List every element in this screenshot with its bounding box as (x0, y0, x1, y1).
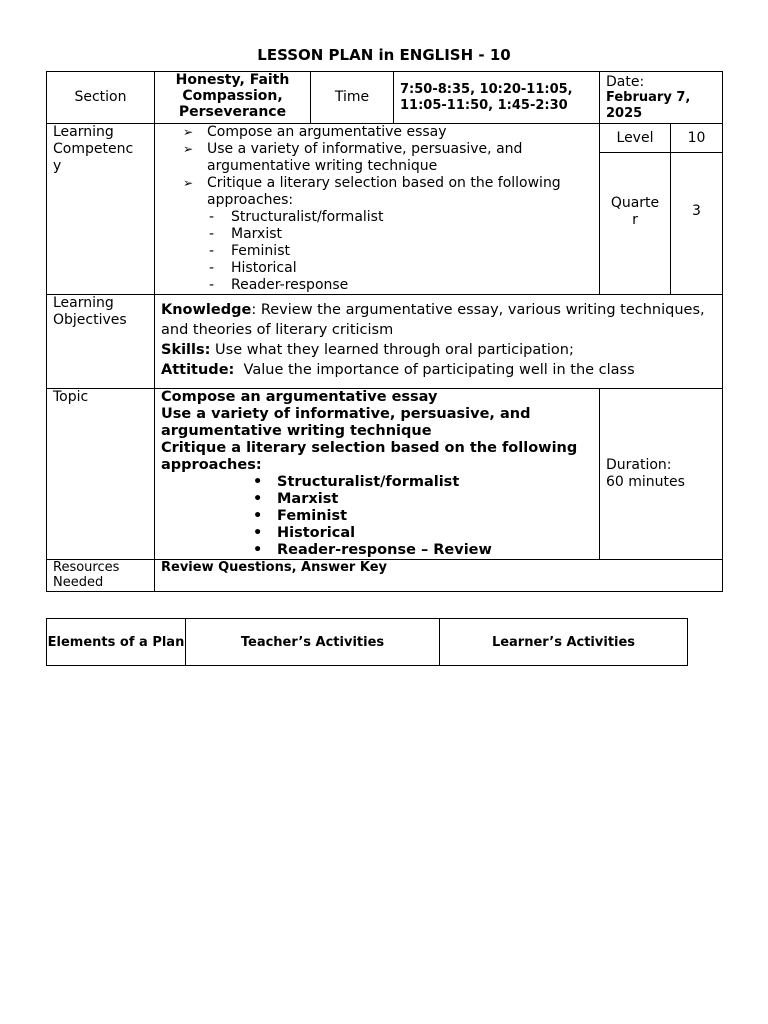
objectives-label-line: Objectives (53, 312, 127, 328)
quarter-label-line: Quarte (610, 194, 660, 211)
attitude-objective (161, 360, 716, 380)
quarter-value: 3 (692, 203, 701, 219)
skills-label: Skills: (161, 342, 211, 358)
competency-label-line: Competenc (53, 141, 134, 157)
level-label-cell (600, 124, 671, 153)
competency-label-cell (47, 124, 155, 295)
date-label: Date: (606, 73, 645, 90)
competency-list (179, 124, 595, 294)
competency-item-text: Critique a literary selection based on the following approaches: (207, 175, 561, 208)
date-cell (600, 72, 723, 124)
approach-item: - Marxist (231, 226, 595, 243)
date-value-line: 2025 (606, 105, 643, 121)
approach-item: - Historical (231, 260, 595, 277)
plan-activities-table (46, 618, 688, 666)
objectives-content-cell (155, 295, 723, 389)
duration-value: 60 minutes (606, 474, 685, 490)
topic-approaches-list (161, 474, 593, 559)
resources-label-line: Needed (53, 575, 104, 590)
duration-label: Duration: (606, 457, 672, 473)
approach-item: - Reader-response (231, 277, 595, 294)
competency-item: ➢ Use a variety of informative, persuasive, and argumentative writing technique (207, 141, 595, 175)
lesson-plan-table (46, 71, 723, 592)
duration-cell (600, 389, 723, 560)
approaches-list (207, 209, 595, 294)
topic-approach-item: • Historical (277, 525, 593, 542)
resources-value: Review Questions, Answer Key (161, 560, 387, 575)
section-value-line: Honesty, Faith (175, 71, 290, 88)
knowledge-label: Knowledge (161, 302, 252, 318)
objectives-label-line: Learning (53, 295, 114, 311)
level-value-cell (671, 124, 723, 153)
knowledge-objective (161, 300, 716, 340)
attitude-text: Value the importance of participating well in the class (234, 362, 635, 378)
topic-content-cell (155, 389, 600, 560)
topic-line: Critique a literary selection based on the following approaches: (161, 440, 578, 473)
section-value-line: Compassion, (182, 87, 283, 104)
resources-label-cell (47, 560, 155, 592)
date-value-line: February 7, (606, 89, 691, 105)
resources-value-cell (155, 560, 723, 592)
plan-header-cell: Learner’s Activities (440, 619, 688, 666)
topic-approach-item: • Feminist (277, 508, 593, 525)
section-value-cell (155, 72, 311, 124)
competency-item (207, 175, 595, 294)
level-value: 10 (687, 129, 706, 146)
time-label: Time (334, 89, 370, 105)
time-value-line: 11:05-11:50, 1:45-2:30 (400, 97, 568, 113)
topic-label: Topic (53, 389, 89, 405)
time-value-line: 7:50-8:35, 10:20-11:05, (400, 81, 573, 97)
topic-approach-item: • Marxist (277, 491, 593, 508)
quarter-value-cell (671, 153, 723, 295)
competency-label-line: y (53, 158, 62, 174)
section-label: Section (74, 89, 127, 105)
section-label-cell (47, 72, 155, 124)
document-title: LESSON PLAN in ENGLISH - 10 (257, 46, 511, 64)
approach-item: - Feminist (231, 243, 595, 260)
objectives-row (47, 295, 723, 389)
time-label-cell (311, 72, 394, 124)
topic-approach-item: • Reader-response – Review (277, 542, 593, 559)
approach-item: - Structuralist/formalist (231, 209, 595, 226)
resources-label-line: Resources (53, 560, 120, 575)
plan-header-cell: Teacher’s Activities (186, 619, 440, 666)
time-value-cell (394, 72, 600, 124)
level-label: Level (616, 129, 654, 146)
plan-header-row (47, 619, 688, 666)
skills-text: Use what they learned through oral participation; (210, 342, 574, 358)
topic-row (47, 389, 723, 560)
objectives-label-cell (47, 295, 155, 389)
quarter-label-cell (600, 153, 671, 295)
plan-header-cell: Elements of a Plan (47, 619, 186, 666)
quarter-label-line: r (632, 211, 638, 228)
header-row (47, 72, 723, 124)
skills-objective (161, 340, 716, 360)
topic-approach-item: • Structuralist/formalist (277, 474, 593, 491)
competency-row-top (47, 124, 723, 153)
knowledge-text: : Review the argumentative essay, various writing techniques, and theories of literary criticism (161, 302, 705, 338)
section-value-line: Perseverance (178, 103, 287, 120)
topic-label-cell (47, 389, 155, 560)
topic-line: Use a variety of informative, persuasive, and argumentative writing technique (161, 406, 531, 439)
competency-label-line: Learning (53, 124, 114, 140)
attitude-label: Attitude: (161, 362, 235, 378)
topic-line: Compose an argumentative essay (161, 389, 438, 405)
resources-row (47, 560, 723, 592)
competency-content-cell (155, 124, 600, 295)
competency-item: ➢ Compose an argumentative essay (207, 124, 595, 141)
